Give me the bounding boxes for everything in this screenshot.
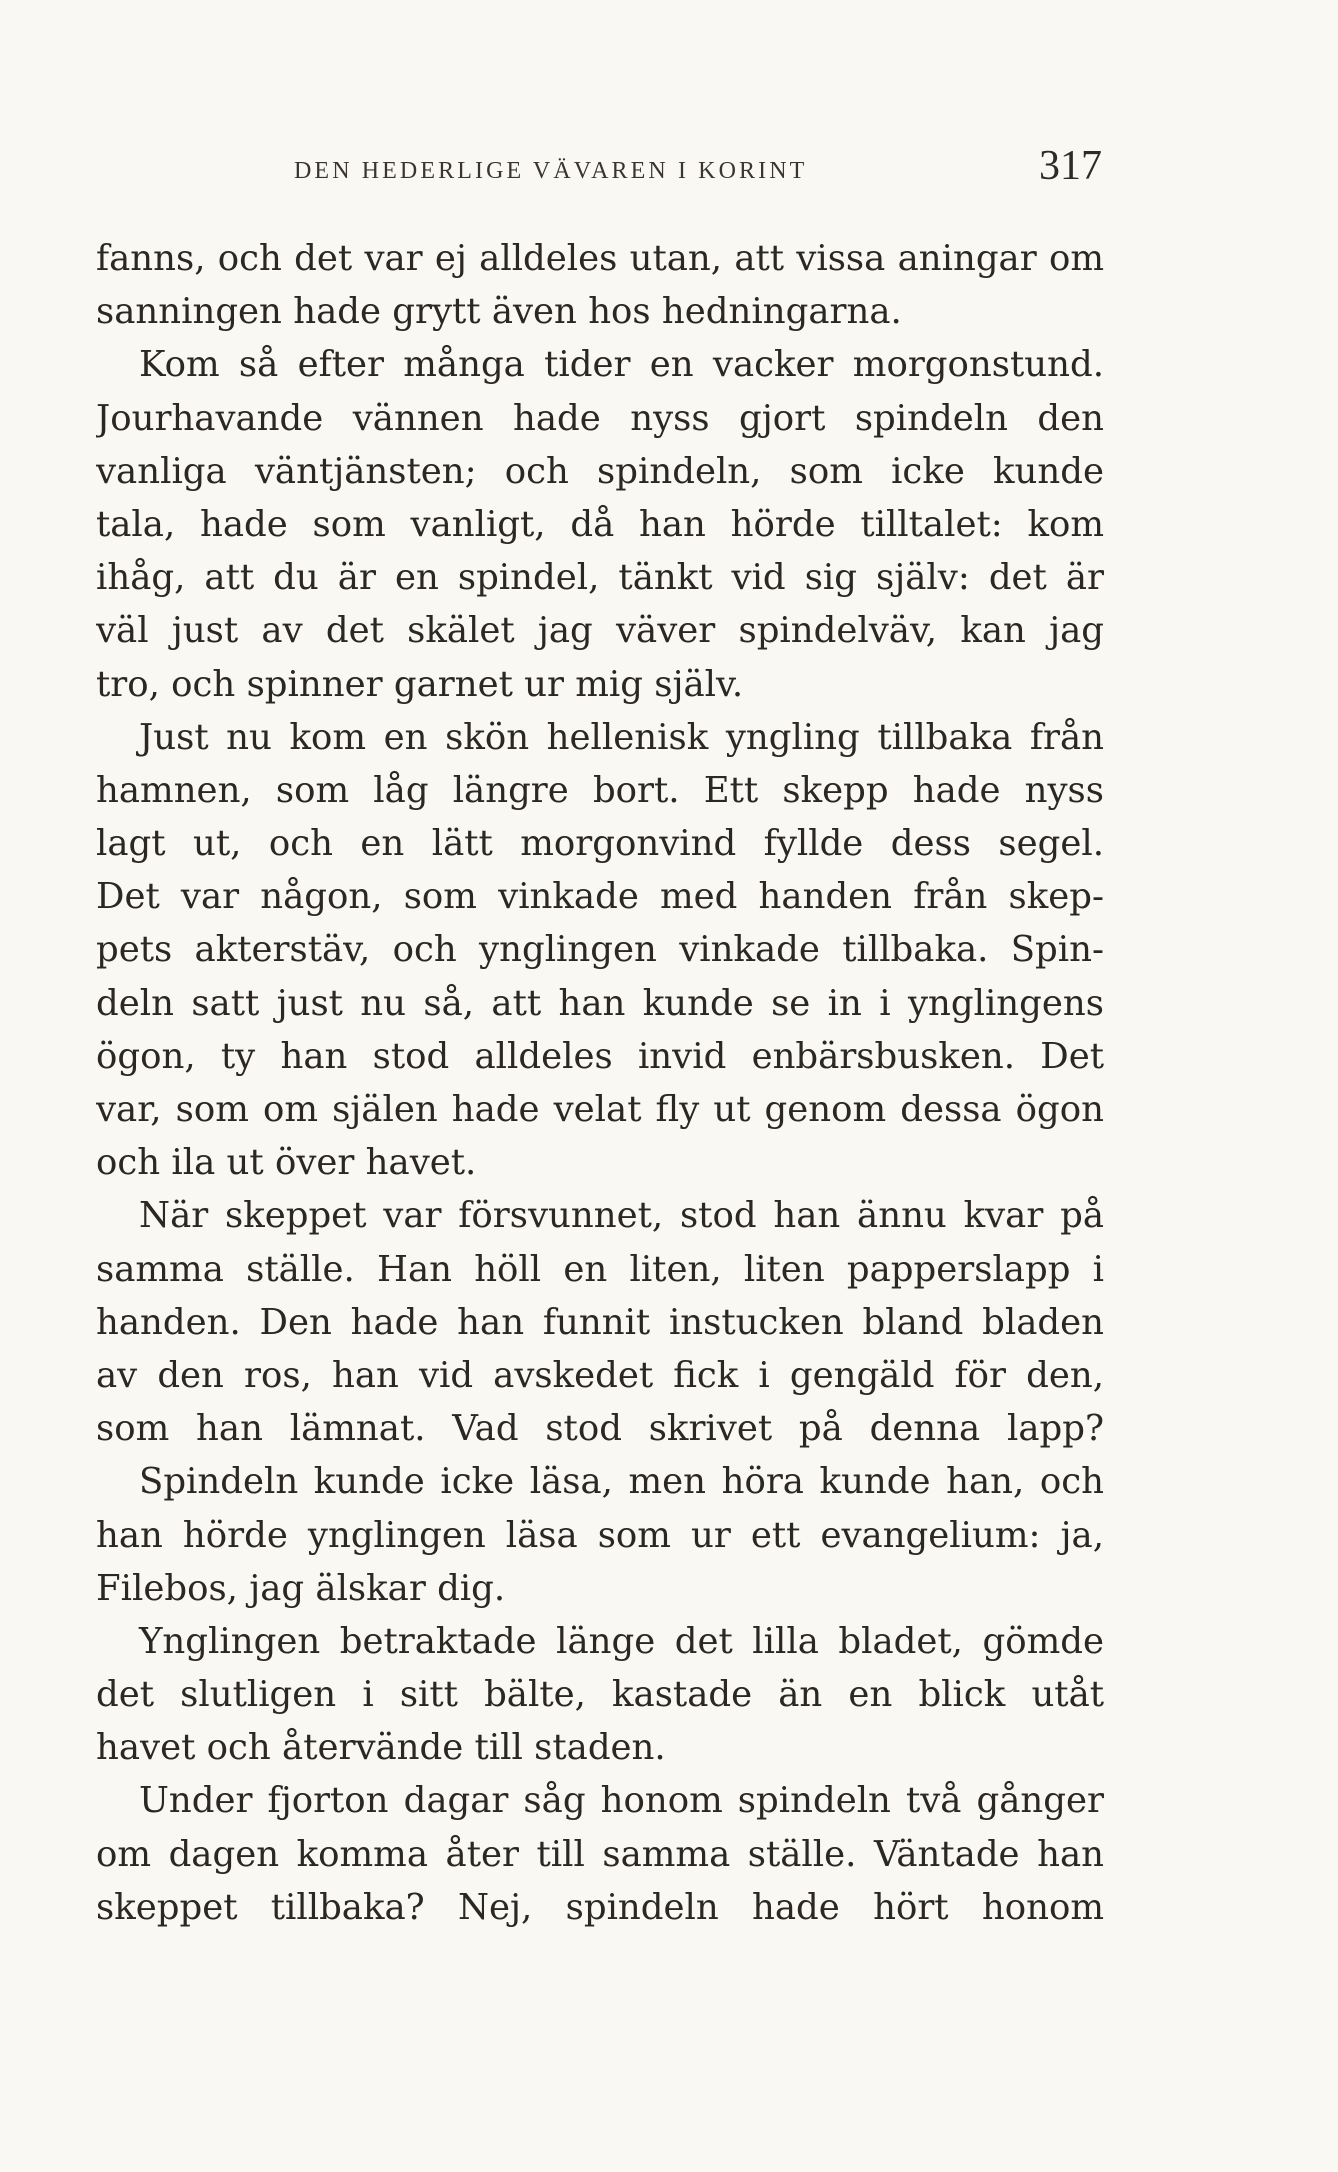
text-line: havet och återvände till staden. [96,1727,666,1769]
text-line: Ynglingen betraktade länge det lilla bladet, gömde [139,1620,1104,1662]
text-line: tro, och spinner garnet ur mig själv. [96,663,744,705]
text-line: pets akterstäv, och ynglingen vinkade tillbaka. Spin- [96,929,1104,971]
page-header [96,138,1102,188]
text-line: Spindeln kunde icke läsa, men höra kunde han, och [139,1461,1104,1503]
text-line: samma ställe. Han höll en liten, liten papperslapp i [96,1248,1104,1290]
text-line: tala, hade som vanligt, då han hörde tilltalet: kom [96,503,1104,545]
text-line: Det var någon, som vinkade med handen från skep- [96,876,1104,918]
text-line: handen. Den hade han funnit instucken bland bladen [96,1301,1104,1343]
text-line: Under fjorton dagar såg honom spindeln två gånger [139,1780,1104,1822]
text-line: Kom så efter många tider en vacker morgonstund. [139,344,1104,386]
text-line: om dagen komma åter till samma ställe. Väntade han [96,1833,1104,1875]
text-line: och ila ut över havet. [96,1142,477,1184]
text-line: vanliga väntjänsten; och spindeln, som icke kunde [96,450,1104,492]
text-line: deln satt just nu så, att han kunde se in i ynglingens [96,982,1104,1024]
text-line: ihåg, att du är en spindel, tänkt vid sig själv: det är [96,557,1104,599]
text-line: skeppet tillbaka? Nej, spindeln hade hört honom [96,1886,1104,1928]
text-line: hamnen, som låg längre bort. Ett skepp hade nyss [96,769,1104,811]
text-line: Just nu kom en skön hellenisk yngling tillbaka från [139,716,1104,758]
text-line: Filebos, jag älskar dig. [96,1567,506,1609]
text-line: av den ros, han vid avskedet fick i gengäld för den, [96,1354,1104,1396]
text-line: lagt ut, och en lätt morgonvind fyllde dess segel. [96,823,1104,865]
text-line: När skeppet var försvunnet, stod han ännu kvar på [139,1195,1104,1237]
text-line: väl just av det skälet jag väver spindelväv, kan jag [96,610,1104,652]
text-line: han hörde ynglingen läsa som ur ett evangelium: ja, [96,1514,1104,1556]
text-line: Jourhavande vännen hade nyss gjort spindeln den [96,397,1104,439]
page-number: 317 [1039,143,1102,189]
text-line: fanns, och det var ej alldeles utan, att vissa aningar om [96,238,1104,279]
running-head: DEN HEDERLIGE VÄVAREN I KORINT [294,158,808,184]
body-text [96,232,1104,1934]
text-line: sanningen hade grytt även hos hedningarna. [96,291,902,333]
text-line: var, som om själen hade velat fly ut genom dessa ögon [96,1089,1104,1130]
text-line: ögon, ty han stod alldeles invid enbärsbusken. Det [96,1035,1104,1077]
text-line: som han lämnat. Vad stod skrivet på denna lapp? [96,1408,1104,1450]
text-line: det slutligen i sitt bälte, kastade än en blick utåt [96,1674,1104,1716]
